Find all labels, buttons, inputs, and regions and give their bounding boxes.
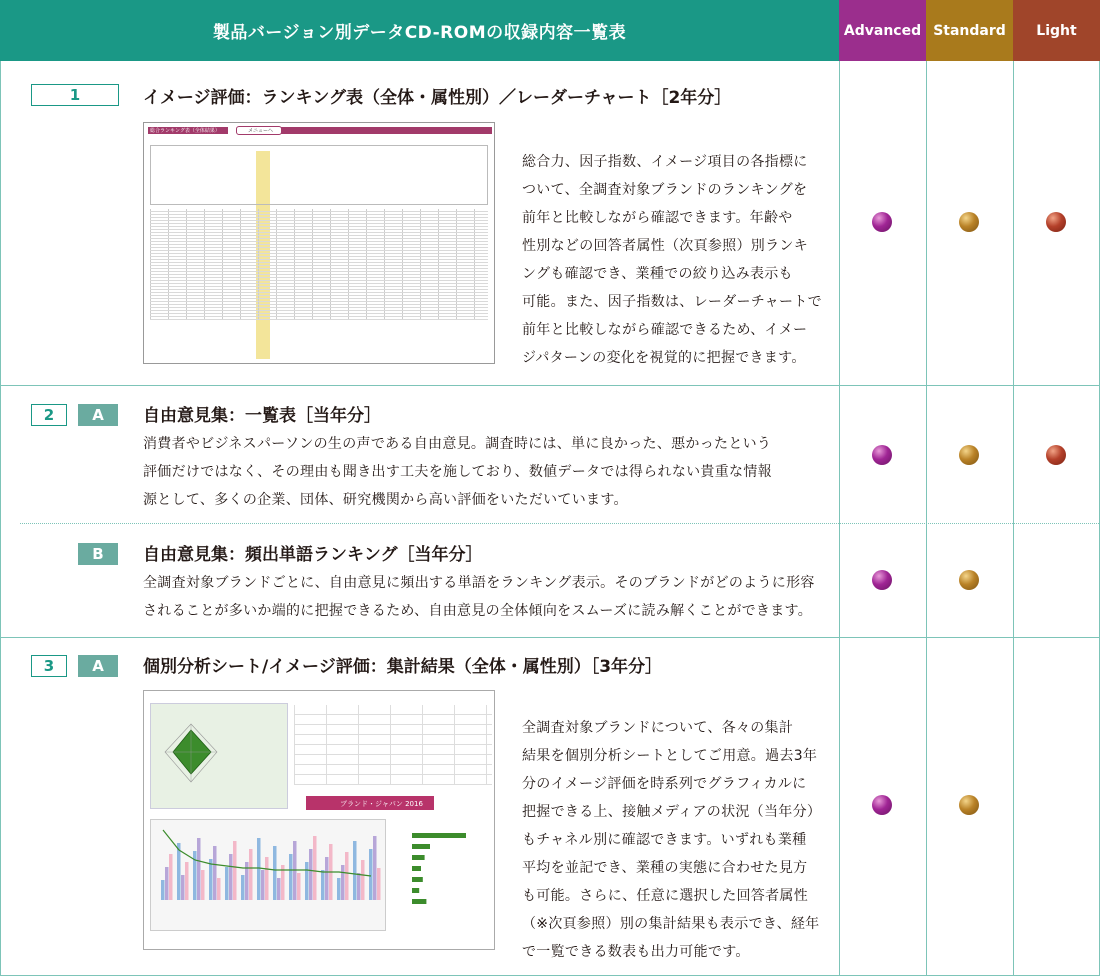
section-number-badge: 3 — [31, 655, 67, 677]
section-3a-description — [522, 714, 822, 966]
thumb-bar — [261, 870, 265, 900]
row-divider — [0, 385, 1100, 386]
text-line: 把握できる上、接触メディアの状況（当年分） — [522, 804, 822, 820]
ranking-table-thumbnail — [143, 122, 495, 364]
text-line: 前年と比較しながら確認できます。年齢や — [522, 210, 793, 226]
thumb-bar — [249, 849, 253, 900]
thumb-banner-label: ブランド・ジャパン 2016 — [340, 800, 423, 808]
table-header — [0, 0, 1100, 61]
thumb-row — [294, 715, 492, 725]
thumb-bar — [353, 841, 357, 900]
text-line: 性別などの回答者属性（次頁参照）別ランキ — [522, 238, 808, 254]
thumb-bar — [313, 836, 317, 900]
thumb-media-chart — [392, 819, 490, 931]
text-line: されることが多いか端的に把握できるため、自由意見の全体傾向をスムーズに読み解くことができます。 — [143, 603, 813, 619]
thumb-bar — [165, 867, 169, 900]
thumb-bar — [217, 878, 221, 900]
thumb-bar — [337, 878, 341, 900]
thumb-media-panel — [392, 819, 490, 931]
thumb-media-bar — [412, 899, 426, 904]
thumb-row — [294, 705, 492, 715]
text-line: 分のイメージ評価を時系列でグラフィカルに — [522, 776, 807, 792]
thumb-row — [150, 317, 488, 320]
thumb-bar — [305, 862, 309, 900]
thumb-media-bar — [412, 833, 466, 838]
thumb-title-bar — [264, 127, 492, 134]
thumb-bar — [181, 875, 185, 900]
thumb-row — [294, 725, 492, 735]
table-border-bottom — [0, 975, 1100, 976]
availability-standard-dot — [959, 445, 979, 465]
section-2b-description — [143, 569, 823, 625]
thumb-bar — [309, 849, 313, 900]
section-number-badge: 2 — [31, 404, 67, 426]
thumb-radar-panel — [150, 703, 288, 809]
availability-advanced-dot — [872, 570, 892, 590]
thumb-bar — [265, 857, 269, 900]
thumb-bar — [209, 859, 213, 900]
text-line: 評価だけではなく、その理由も聞き出す工夫を施しており、数値データでは得られない貴重な情報 — [143, 464, 772, 480]
availability-standard-dot — [959, 212, 979, 232]
column-divider-standard — [926, 61, 927, 975]
text-line: 結果を個別分析シートとしてご用意。過去3年 — [522, 748, 818, 764]
thumb-bar — [177, 843, 181, 900]
availability-standard-dot — [959, 570, 979, 590]
thumb-media-bar — [412, 844, 430, 849]
thumb-bar — [169, 854, 173, 900]
section-1-description — [522, 148, 822, 372]
page-title: 製品バージョン別データCD-ROMの収録内容一覧表 — [0, 0, 839, 61]
thumb-bar — [197, 838, 201, 900]
edition-light-header: Light — [1013, 0, 1100, 61]
section-number-badge: 1 — [31, 84, 119, 106]
thumb-table — [294, 705, 492, 793]
text-line: 消費者やビジネスパーソンの生の声である自由意見。調査時には、単に良かった、悪かったという — [143, 436, 772, 452]
thumb-row — [294, 735, 492, 745]
text-line: もチャネル別に確認できます。いずれも業種 — [522, 832, 807, 848]
text-line: で一覧できる数表も出力可能です。 — [522, 944, 750, 960]
thumb-row — [294, 745, 492, 755]
text-line: ついて、全調査対象ブランドのランキングを — [522, 182, 808, 198]
table-border-left — [0, 61, 1, 975]
subsection-badge: B — [78, 543, 118, 565]
column-divider-light — [1013, 61, 1014, 975]
text-line: 可能。また、因子指数は、レーダーチャートで — [522, 294, 822, 310]
thumb-bar — [185, 862, 189, 900]
thumb-bar — [325, 857, 329, 900]
thumb-media-bar — [412, 855, 425, 860]
thumb-bar — [273, 846, 277, 900]
availability-advanced-dot — [872, 795, 892, 815]
text-line: 全調査対象ブランドごとに、自由意見に頻出する単語をランキング表示。そのブランドがどのように形容 — [143, 575, 815, 591]
text-line: 源として、多くの企業、団体、研究機関から高い評価をいただいています。 — [143, 492, 628, 508]
thumb-bar-panel — [150, 819, 386, 931]
section-title: 個別分析シート/イメージ評価：集計結果（全体・属性別）［3年分］ — [143, 657, 663, 677]
text-line: 前年と比較しながら確認できるため、イメー — [522, 322, 808, 338]
text-line: も可能。さらに、任意に選択した回答者属性 — [522, 888, 808, 904]
thumb-bar — [289, 854, 293, 900]
thumb-bar — [233, 841, 237, 900]
thumb-bar-chart — [151, 820, 387, 932]
text-line: （※次頁参照）別の集計結果も表示でき、経年 — [522, 916, 820, 932]
thumb-menu-label: メニューへ — [248, 128, 274, 134]
thumb-row — [294, 775, 492, 785]
thumb-row — [294, 755, 492, 765]
availability-advanced-dot — [872, 212, 892, 232]
thumb-bar — [193, 851, 197, 900]
availability-light-dot — [1046, 212, 1066, 232]
section-2a-description — [143, 430, 823, 514]
thumb-bar — [257, 838, 261, 900]
subsection-badge: A — [78, 404, 118, 426]
thumb-bar — [213, 846, 217, 900]
thumb-tab-label: 総合ランキング表（全体結果） — [150, 128, 220, 134]
section-title: 自由意見集：一覧表［当年分］ — [143, 406, 381, 426]
availability-light-dot — [1046, 445, 1066, 465]
thumb-bar — [277, 878, 281, 900]
thumb-header-area — [150, 145, 488, 205]
thumb-bar — [361, 860, 365, 900]
thumb-bar — [369, 849, 373, 900]
thumb-table-rows — [150, 209, 488, 320]
section-title: 自由意見集：頻出単語ランキング［当年分］ — [143, 545, 483, 565]
thumb-bar — [225, 867, 229, 900]
thumb-bar — [345, 852, 349, 900]
thumb-bar — [161, 880, 165, 900]
edition-advanced-header: Advanced — [839, 0, 926, 61]
text-line: 平均を並記でき、業種の実態に合わせた見方 — [522, 860, 808, 876]
thumb-bar — [229, 854, 233, 900]
section-title: イメージ評価：ランキング表（全体・属性別）／レーダーチャート［2年分］ — [143, 88, 732, 108]
availability-advanced-dot — [872, 445, 892, 465]
thumb-bar — [341, 865, 345, 900]
text-line: 総合力、因子指数、イメージ項目の各指標に — [522, 154, 808, 170]
text-line: 全調査対象ブランドについて、各々の集計 — [522, 720, 794, 736]
thumb-bar — [377, 868, 381, 900]
column-divider-advanced — [839, 61, 840, 975]
text-line: ングも確認でき、業種での絞り込み表示も — [522, 266, 793, 282]
thumb-media-bar — [412, 877, 423, 882]
thumb-bar — [321, 870, 325, 900]
row-divider-dotted-editions — [839, 523, 1099, 524]
thumb-bar — [201, 870, 205, 900]
edition-standard-header: Standard — [926, 0, 1013, 61]
analysis-sheet-thumbnail — [143, 690, 495, 950]
thumb-bar — [241, 875, 245, 900]
thumb-bar — [373, 836, 377, 900]
thumb-radar-chart — [151, 704, 289, 810]
availability-standard-dot — [959, 795, 979, 815]
thumb-row — [294, 765, 492, 775]
thumb-media-bar — [412, 866, 421, 871]
thumb-bar — [297, 873, 301, 900]
subsection-badge: A — [78, 655, 118, 677]
row-divider-dotted — [20, 523, 839, 524]
thumb-bar — [357, 873, 361, 900]
thumb-media-bar — [412, 888, 419, 893]
text-line: ジパターンの変化を視覚的に把握できます。 — [522, 350, 806, 366]
row-divider — [0, 637, 1100, 638]
